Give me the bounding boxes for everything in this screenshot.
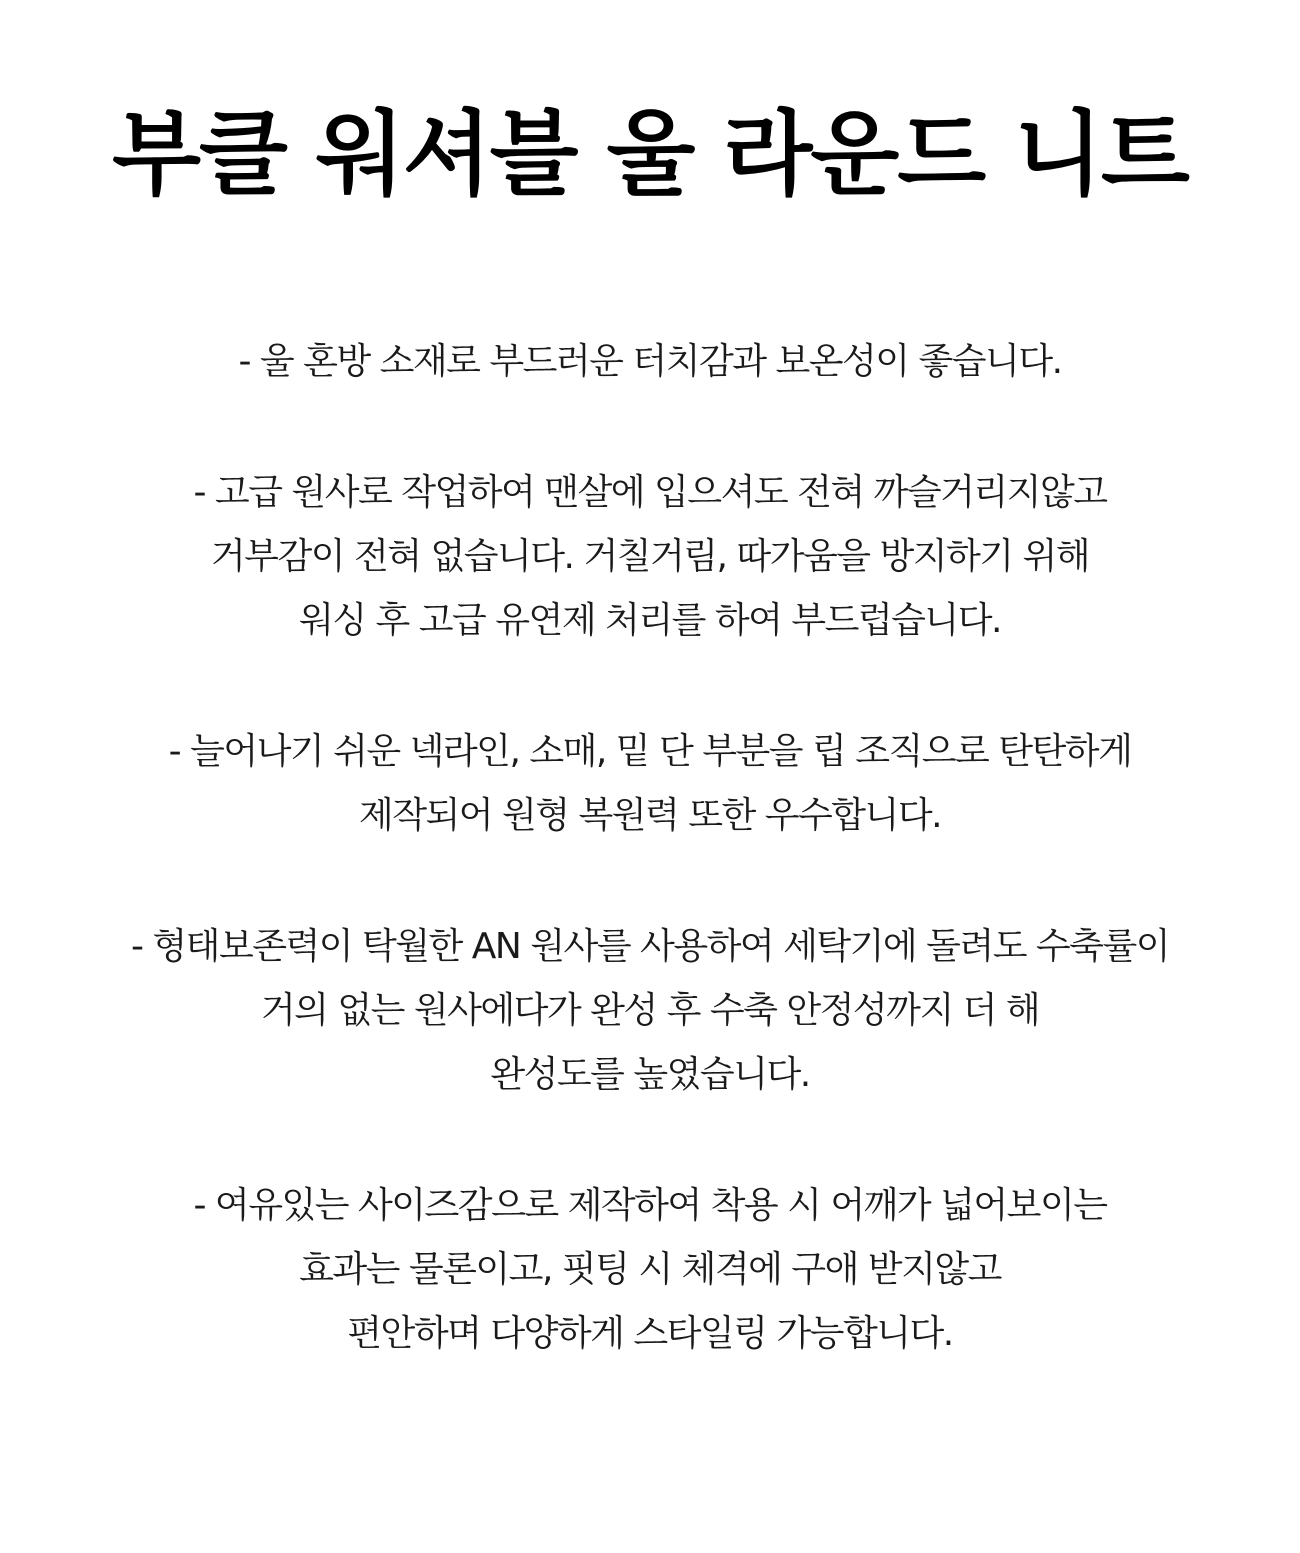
product-title: 부클 워셔블 울 라운드 니트 <box>112 101 1188 208</box>
feature-item <box>0 720 1300 848</box>
feature-item <box>0 461 1300 653</box>
feature-line: - 늘어나기 쉬운 넥라인, 소매, 밑 단 부분을 립 조직으로 탄탄하게 <box>168 731 1132 772</box>
feature-line: - 여유있는 사이즈감으로 제작하여 착용 시 어깨가 넓어보이는 <box>193 1185 1107 1226</box>
feature-item <box>0 330 1300 394</box>
feature-line: 거의 없는 원사에다가 완성 후 수축 안정성까지 더 해 <box>260 990 1040 1031</box>
feature-line: 거부감이 전혀 없습니다. 거칠거림, 따가움을 방지하기 위해 <box>210 536 1090 577</box>
feature-line: - 고급 원사로 작업하여 맨살에 입으셔도 전혀 까슬거리지않고 <box>193 472 1107 513</box>
feature-item <box>0 1174 1300 1366</box>
feature-line: - 울 혼방 소재로 부드러운 터치감과 보온성이 좋습니다. <box>238 341 1062 382</box>
feature-line: 편안하며 다양하게 스타일링 가능합니다. <box>347 1313 953 1354</box>
feature-list <box>0 330 1300 1433</box>
feature-line: 완성도를 높였습니다. <box>490 1054 810 1095</box>
feature-line: - 형태보존력이 탁월한 AN 원사를 사용하여 세탁기에 돌려도 수축률이 <box>130 926 1170 967</box>
feature-line: 효과는 물론이고, 핏팅 시 체격에 구애 받지않고 <box>299 1249 1001 1290</box>
feature-line: 워싱 후 고급 유연제 처리를 하여 부드럽습니다. <box>299 600 1001 641</box>
feature-item <box>0 915 1300 1107</box>
feature-line: 제작되어 원형 복원력 또한 우수합니다. <box>358 795 942 836</box>
